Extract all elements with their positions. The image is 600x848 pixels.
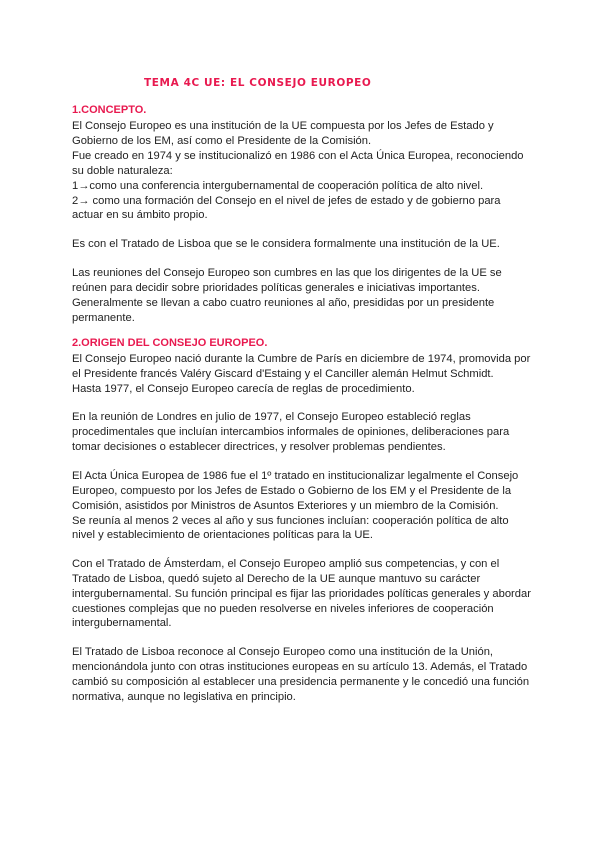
paragraph-line: normativa, aunque no legislativa en principio.: [72, 691, 296, 703]
paragraph-line: 1→como una conferencia intergubernamental de cooperación política de alto nivel.: [72, 180, 484, 192]
document-title: TEMA 4C UE: EL CONSEJO EUROPEO: [144, 77, 372, 89]
section-heading-concepto: 1.CONCEPTO.: [72, 104, 147, 116]
paragraph-line: El Acta Única Europea de 1986 fue el 1º tratado en institucionalizar legalmente el Consejo: [72, 470, 519, 482]
paragraph-line: 2→ como una formación del Consejo en el nivel de jefes de estado y de gobierno para: [72, 195, 501, 207]
paragraph-line: Fue creado en 1974 y se institucionalizó en 1986 con el Acta Única Europea, reconociendo: [72, 150, 524, 162]
paragraph-line: cuestiones complejas que no pueden resolverse en niveles inferiores de cooperación: [72, 603, 494, 615]
paragraph-line: reúnen para decidir sobre prioridades políticas generales e iniciativas importantes.: [72, 282, 480, 294]
paragraph-line: Europeo, compuesto por los Jefes de Estado o Gobierno de los EM y el Presidente de la: [72, 485, 512, 497]
paragraph-line: cambió su composición al establecer una presidencia permanente y le concedió una función: [72, 676, 530, 688]
paragraph-line: Comisión, asistidos por Ministros de Asuntos Exteriores y un miembro de la Comisión.: [72, 500, 499, 512]
paragraph-line: intergubernamental. Su función principal es fijar las prioridades políticas generales y abordar: [72, 588, 531, 600]
paragraph-line: Se reunía al menos 2 veces al año y sus funciones incluían: cooperación política de alto: [72, 515, 509, 527]
paragraph-line: Con el Tratado de Ámsterdam, el Consejo Europeo amplió sus competencias, y con el: [72, 558, 500, 570]
paragraph-line: Generalmente se llevan a cabo cuatro reuniones al año, presididas por un presidente: [72, 297, 495, 309]
paragraph-line: su doble naturaleza:: [72, 165, 173, 177]
section-heading-origen: 2.ORIGEN DEL CONSEJO EUROPEO.: [72, 337, 268, 349]
paragraph-line: intergubernamental.: [72, 617, 172, 629]
paragraph-line: Hasta 1977, el Consejo Europeo carecía de reglas de procedimiento.: [72, 383, 415, 395]
paragraph-line: permanente.: [72, 312, 135, 324]
paragraph-line: nivel y establecimiento de orientaciones políticas para la UE.: [72, 529, 373, 541]
paragraph-line: Es con el Tratado de Lisboa que se le considera formalmente una institución de la UE.: [72, 238, 500, 250]
paragraph-line: el Presidente francés Valéry Giscard d'Estaing y el Canciller alemán Helmut Schmidt.: [72, 368, 494, 380]
paragraph-line: El Tratado de Lisboa reconoce al Consejo Europeo como una institución de la Unión,: [72, 646, 494, 658]
paragraph-line: tomar decisiones o establecer directrices, y resolver problemas pendientes.: [72, 441, 446, 453]
paragraph-line: El Consejo Europeo es una institución de la UE compuesta por los Jefes de Estado y: [72, 120, 494, 132]
paragraph-line: actuar en su ámbito propio.: [72, 209, 208, 221]
paragraph-line: Tratado de Lisboa, quedó sujeto al Derecho de la UE aunque mantuvo su carácter: [72, 573, 481, 585]
paragraph-line: Las reuniones del Consejo Europeo son cumbres en las que los dirigentes de la UE se: [72, 267, 502, 279]
paragraph-line: mencionándola junto con otras instituciones europeas en su artículo 13. Además, el Tratado: [72, 661, 528, 673]
paragraph-line: Gobierno de los EM, así como el Presidente de la Comisión.: [72, 135, 372, 147]
paragraph-line: En la reunión de Londres en julio de 1977, el Consejo Europeo estableció reglas: [72, 411, 471, 423]
paragraph-line: procedimentales que incluían intercambios informales de opiniones, deliberaciones para: [72, 426, 510, 438]
paragraph-line: El Consejo Europeo nació durante la Cumbre de París en diciembre de 1974, promovida por: [72, 353, 531, 365]
